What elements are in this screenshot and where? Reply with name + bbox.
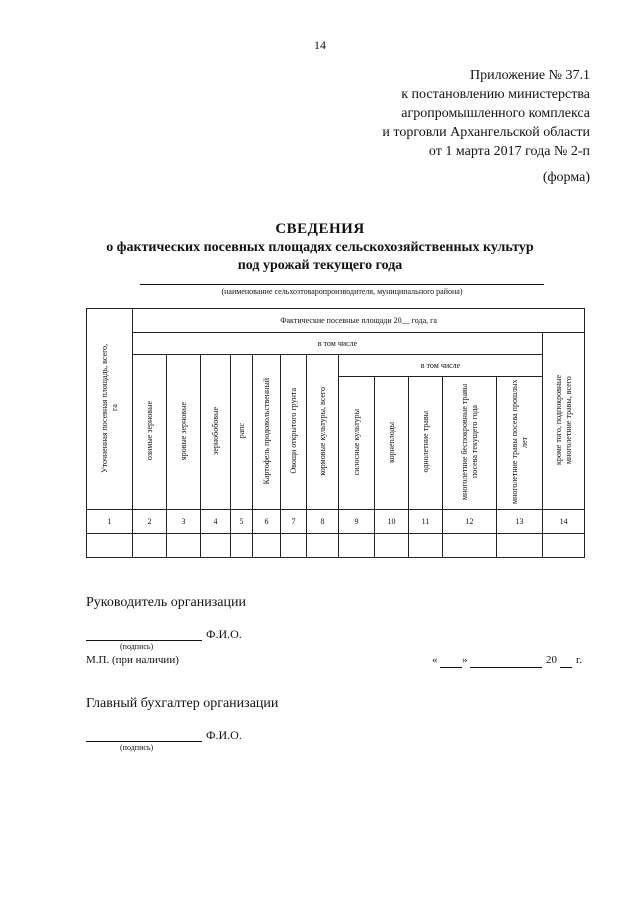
column-number: 6 bbox=[253, 510, 281, 534]
head-fio-label: Ф.И.О. bbox=[206, 627, 242, 641]
column-number: 7 bbox=[281, 510, 307, 534]
accountant-fio-label: Ф.И.О. bbox=[206, 728, 242, 742]
data-cell[interactable] bbox=[87, 534, 133, 558]
data-cell[interactable] bbox=[443, 534, 497, 558]
header-cell-extra: кроме того, подпокровные многолетние травы, всего bbox=[543, 333, 585, 510]
header-cell: яровые зерновые bbox=[167, 355, 201, 510]
head-signature-line[interactable] bbox=[86, 640, 202, 641]
data-cell[interactable] bbox=[375, 534, 409, 558]
data-cell[interactable] bbox=[167, 534, 201, 558]
page-number: 14 bbox=[314, 38, 326, 52]
column-number: 1 bbox=[87, 510, 133, 534]
column-number: 13 bbox=[497, 510, 543, 534]
form-mark: (форма) bbox=[542, 170, 590, 185]
header-cell: силосные культуры bbox=[339, 377, 375, 510]
column-number: 11 bbox=[409, 510, 443, 534]
header-cell-total: Уточненная посевная площадь, всего, га bbox=[87, 309, 133, 510]
head-sign-caption: (подпись) bbox=[120, 642, 154, 651]
column-number: 14 bbox=[543, 510, 585, 534]
header-actual-area: Фактические посевные площади 20__ года, га bbox=[133, 309, 585, 333]
data-cell[interactable] bbox=[133, 534, 167, 558]
date-year-suffix: г. bbox=[576, 654, 583, 666]
data-cell[interactable] bbox=[339, 534, 375, 558]
header-incl: в том числе bbox=[133, 333, 543, 355]
column-number: 8 bbox=[307, 510, 339, 534]
title-line2: о фактических посевных площадях сельскохозяйственных культур bbox=[106, 240, 534, 255]
date-open-quote: « bbox=[432, 654, 438, 666]
accountant-signature-line[interactable] bbox=[86, 741, 202, 742]
column-number: 4 bbox=[201, 510, 231, 534]
date-month-line[interactable] bbox=[470, 667, 542, 668]
header-cell: Овощи открытого грунта bbox=[281, 355, 307, 510]
data-cell[interactable] bbox=[409, 534, 443, 558]
header-cell: корнеплоды bbox=[375, 377, 409, 510]
column-number: 2 bbox=[133, 510, 167, 534]
appendix-line: от 1 марта 2017 года № 2-п bbox=[428, 144, 590, 159]
header-cell: многолетние травы посева прошлых лет bbox=[497, 377, 543, 510]
appendix-line: к постановлению министерства bbox=[401, 87, 590, 102]
header-cell: кормовые культуры, всего bbox=[307, 355, 339, 510]
head-title: Руководитель организации bbox=[86, 595, 246, 610]
header-cell: однолетние травы bbox=[409, 377, 443, 510]
data-cell[interactable] bbox=[281, 534, 307, 558]
header-cell: зернобобовые bbox=[201, 355, 231, 510]
document-title bbox=[0, 220, 640, 275]
data-cell[interactable] bbox=[543, 534, 585, 558]
date-year-prefix: 20 bbox=[546, 654, 557, 666]
column-number: 10 bbox=[375, 510, 409, 534]
date-year-line[interactable] bbox=[560, 667, 572, 668]
column-number: 5 bbox=[231, 510, 253, 534]
header-cell: многолетние беспокровные травы посева текущего года bbox=[443, 377, 497, 510]
header-incl-fodder: в том числе bbox=[339, 355, 543, 377]
accountant-sign-caption: (подпись) bbox=[120, 743, 154, 752]
stamp-label: М.П. (при наличии) bbox=[86, 654, 179, 666]
appendix-line: Приложение № 37.1 bbox=[470, 68, 590, 83]
header-cell: озимые зерновые bbox=[133, 355, 167, 510]
date-close-quote: » bbox=[462, 654, 468, 666]
title-main: СВЕДЕНИЯ bbox=[275, 221, 365, 237]
data-cell[interactable] bbox=[201, 534, 231, 558]
appendix-line: агропромышленного комплекса bbox=[401, 106, 590, 121]
data-cell[interactable] bbox=[497, 534, 543, 558]
accountant-title: Главный бухгалтер организации bbox=[86, 696, 279, 711]
data-cell[interactable] bbox=[307, 534, 339, 558]
producer-caption: (наименование сельхозтоваропроизводителя, муниципального района) bbox=[221, 287, 463, 296]
column-number: 3 bbox=[167, 510, 201, 534]
data-cell[interactable] bbox=[253, 534, 281, 558]
column-number: 9 bbox=[339, 510, 375, 534]
appendix-block bbox=[290, 66, 590, 161]
producer-name-line[interactable] bbox=[140, 284, 544, 285]
data-cell[interactable] bbox=[231, 534, 253, 558]
column-number: 12 bbox=[443, 510, 497, 534]
header-cell: Картофель продовольственный bbox=[253, 355, 281, 510]
header-cell: рапс bbox=[231, 355, 253, 510]
title-line3: под урожай текущего года bbox=[237, 258, 403, 273]
date-day-line[interactable] bbox=[440, 667, 462, 668]
appendix-line: и торговли Архангельской области bbox=[382, 125, 590, 140]
sown-areas-table bbox=[86, 308, 585, 558]
